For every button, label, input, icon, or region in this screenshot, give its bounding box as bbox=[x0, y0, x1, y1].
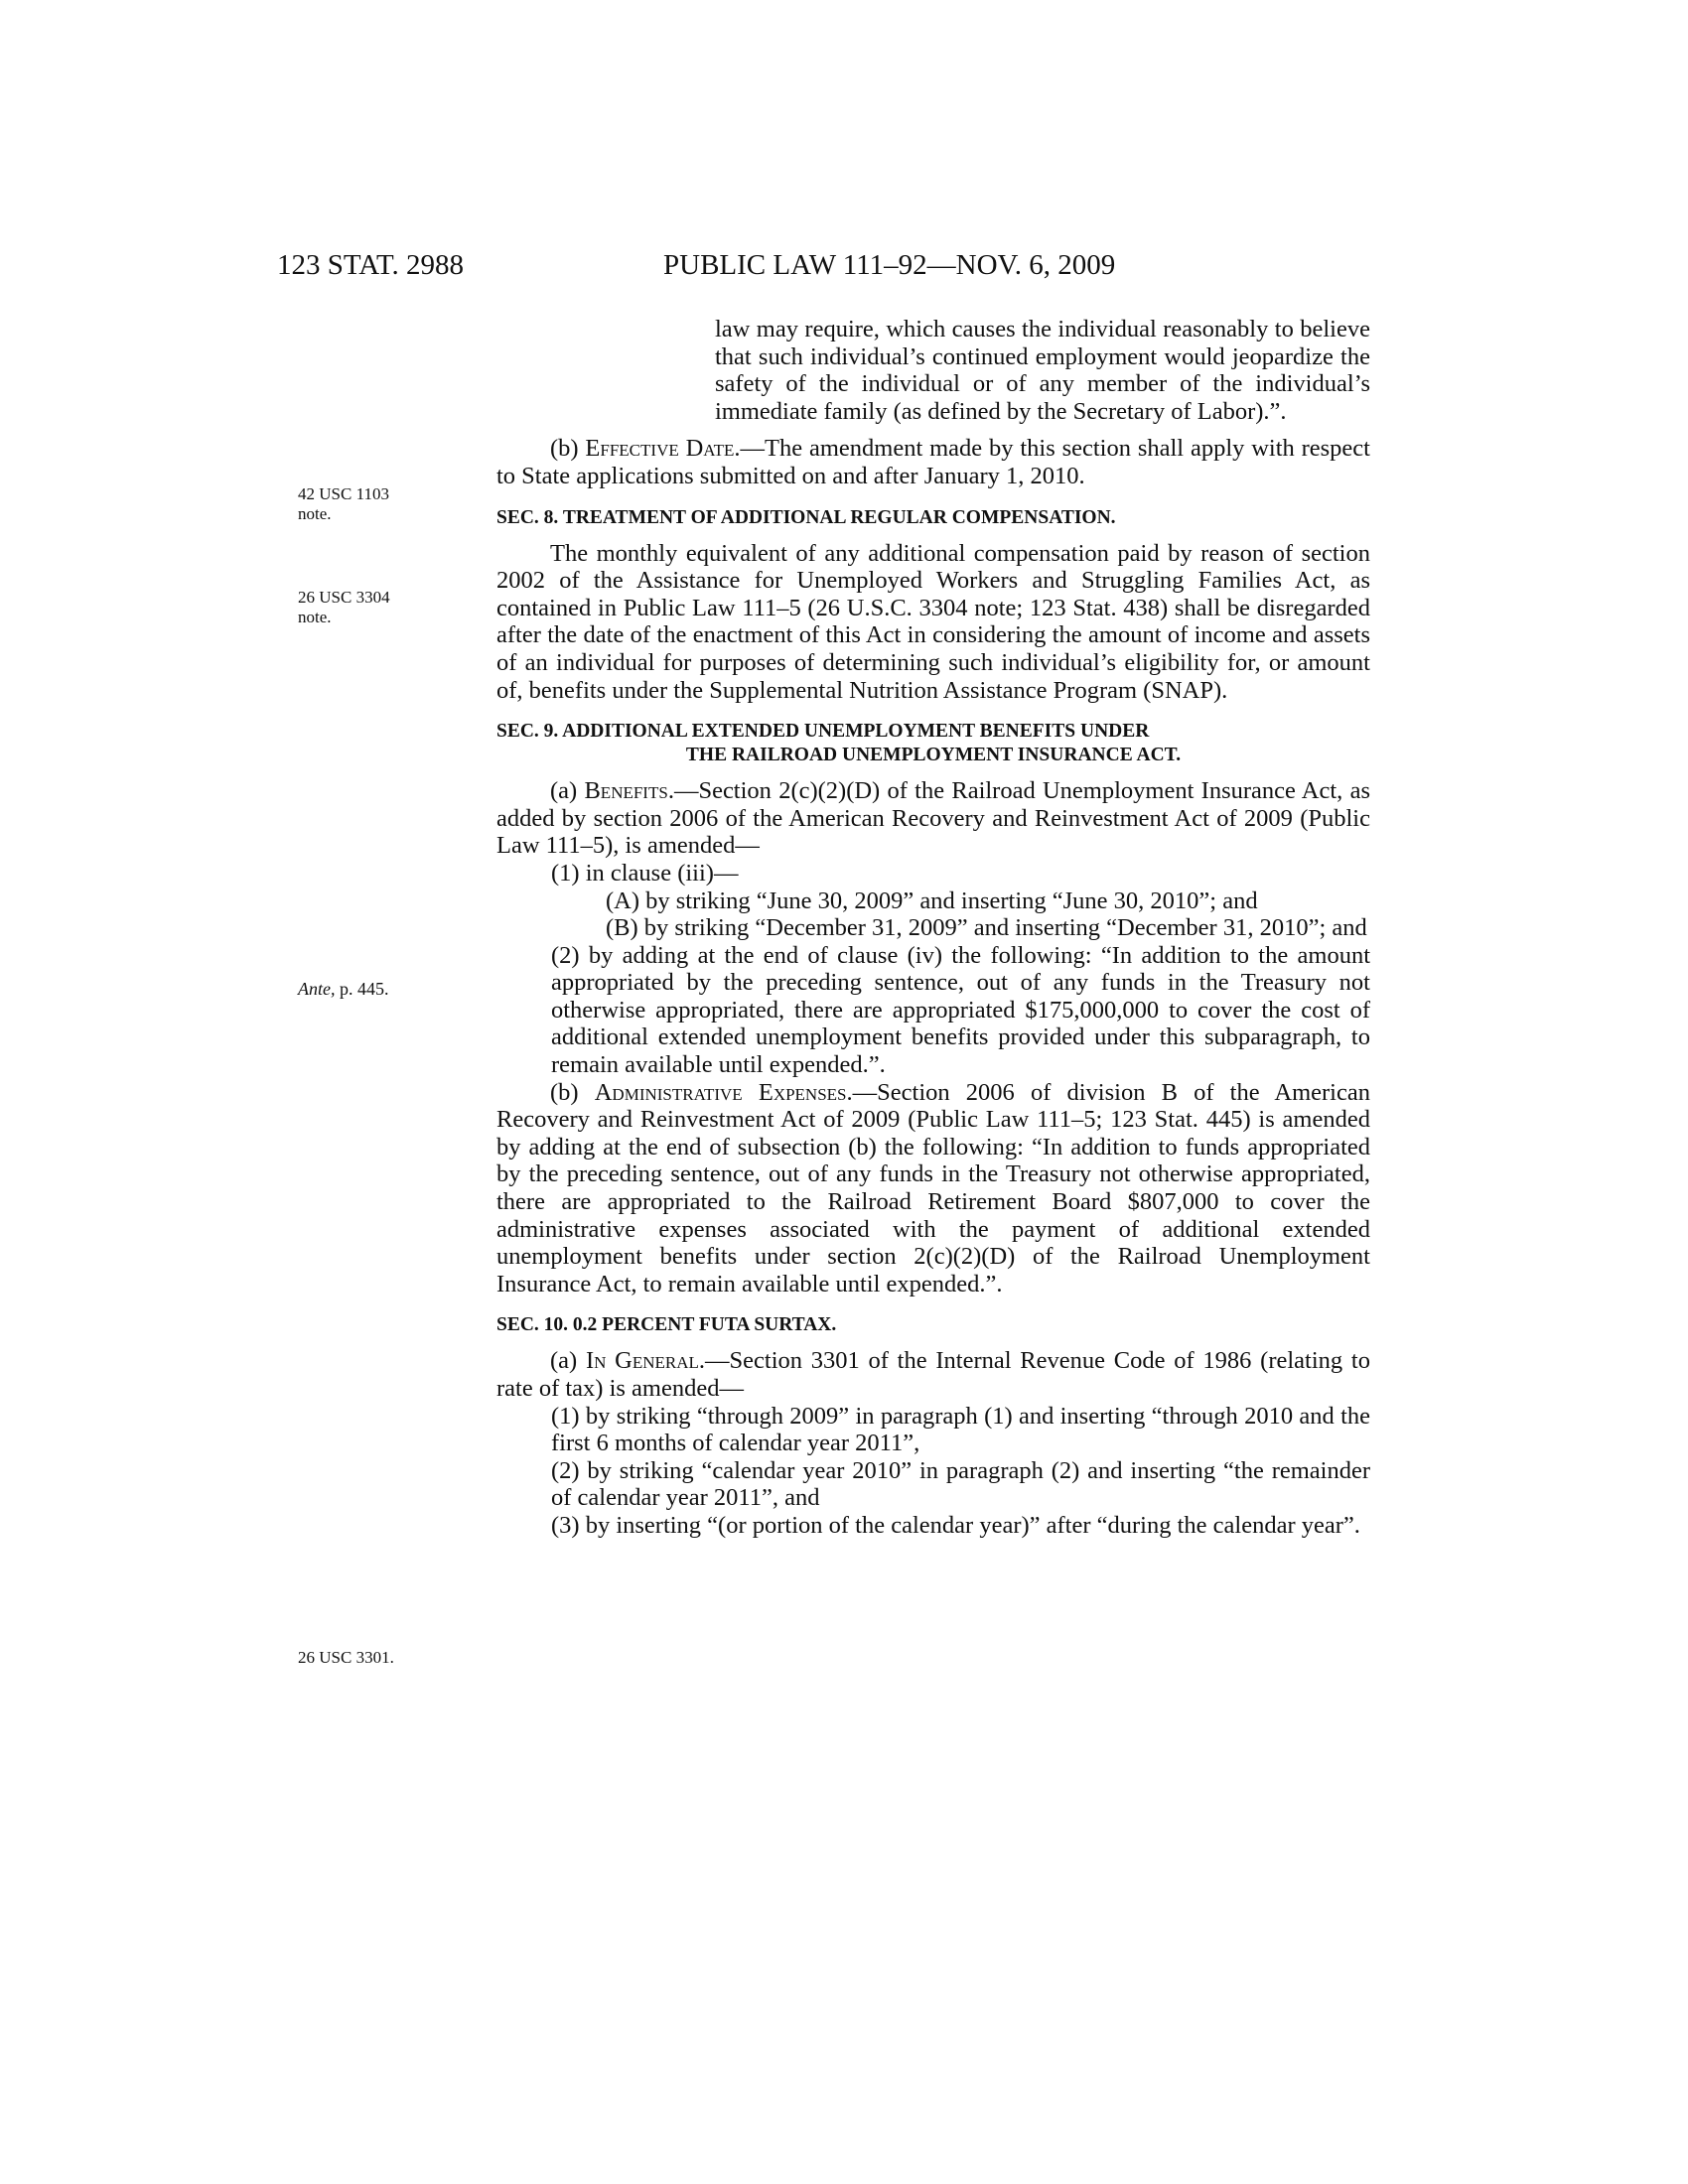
paragraph-label: (a) bbox=[550, 1347, 586, 1375]
margin-note-text: p. 445. bbox=[335, 979, 389, 999]
document-body bbox=[496, 316, 1370, 1540]
margin-note-text: note. bbox=[298, 608, 332, 626]
section-9a-clause-1a: (A) by striking “June 30, 2009” and inserting “June 30, 2010”; and bbox=[606, 887, 1258, 914]
section-9a-clause-2: (2) by adding at the end of clause (iv) the following: “In addition to the amount appropriated by the preceding sentence, out of any funds in the Treasury not otherwise appropriated, there are appropriated $175,000,000 to cover the cost of additional extended unemployment benefits provided under this subparagraph, to remain available until expended.”. bbox=[551, 941, 1370, 1079]
heading-line: THE RAILROAD UNEMPLOYMENT INSURANCE ACT. bbox=[685, 745, 1182, 766]
section-10-heading: SEC. 10. 0.2 PERCENT FUTA SURTAX. bbox=[496, 1314, 837, 1336]
paragraph-heading: Administrative Expenses bbox=[594, 1078, 847, 1106]
section-8-heading: SEC. 8. TREATMENT OF ADDITIONAL REGULAR COMPENSATION. bbox=[496, 506, 1116, 528]
paragraph-text: .—Section 3301 of the Internal Revenue Code of 1986 (relating to rate of tax) is amended— bbox=[496, 1347, 1370, 1402]
section-10a-clause-2: (2) by striking “calendar year 2010” in paragraph (2) and inserting “the remainder of calendar year 2011”, and bbox=[551, 1456, 1370, 1512]
margin-note-italic: Ante, bbox=[298, 979, 336, 999]
section-9a-paragraph bbox=[496, 777, 1370, 860]
section-8-paragraph: The monthly equivalent of any additional compensation paid by reason of section 2002 of the Assistance for Unemployed Workers and Struggling Families Act, as contained in Public Law 111–5 (26 U.S.C. 3304 note; 123 Stat. 438) shall be disregarded after the date of the enactment of this Act in considering the amount of income and assets of an individual for purposes of determining such individual’s eligibility for, or amount of, benefits under the Supplemental Nutrition Assistance Program (SNAP). bbox=[496, 539, 1370, 704]
effective-date-paragraph bbox=[496, 435, 1370, 489]
section-9b-paragraph bbox=[496, 1079, 1370, 1298]
margin-note-text: 42 USC 1103 bbox=[298, 484, 389, 503]
paragraph-label: (b) bbox=[550, 435, 586, 463]
section-9a-clause-1: (1) in clause (iii)— bbox=[551, 859, 739, 887]
margin-note-26-usc-3301 bbox=[298, 1648, 447, 1668]
statute-page-number: 123 STAT. 2988 bbox=[277, 249, 465, 281]
paragraph-text: .—The amendment made by this section shall apply with respect to State applications submitted on and after January 1, 2010. bbox=[496, 435, 1370, 489]
paragraph-heading: Benefits bbox=[584, 777, 668, 805]
running-head-title: PUBLIC LAW 111–92—NOV. 6, 2009 bbox=[663, 249, 1116, 281]
section-10a-clause-1: (1) by striking “through 2009” in paragraph (1) and inserting “through 2010 and the first 6 months of calendar year 2011”, bbox=[551, 1402, 1370, 1457]
page-header bbox=[277, 248, 1369, 288]
paragraph-heading: Effective Date bbox=[585, 435, 735, 463]
margin-note-ante bbox=[298, 979, 447, 999]
paragraph-label: (b) bbox=[550, 1078, 595, 1106]
margin-note-text: 26 USC 3301. bbox=[298, 1648, 394, 1667]
section-9-heading bbox=[496, 720, 1370, 767]
paragraph-text: .—Section 2(c)(2)(D) of the Railroad Unemployment Insurance Act, as added by section 2006 of the American Recovery and Reinvestment Act of 2009 (Public Law 111–5), is amended— bbox=[496, 777, 1370, 860]
margin-note-42-usc-1103 bbox=[298, 484, 447, 524]
paragraph-label: (a) bbox=[550, 777, 585, 805]
paragraph-text: .—Section 2006 of division B of the American Recovery and Reinvestment Act of 2009 (Public Law 111–5; 123 Stat. 445) is amended by adding at the end of subsection (b) the following: “In addition to funds appropriated by the preceding sentence, out of any funds in the Treasury not otherwise appropriated, there are appropriated to the Railroad Retirement Board $807,000 to cover the administrative expenses associated with the payment of additional extended unemployment benefits under section 2(c)(2)(D) of the Railroad Unemployment Insurance Act, to remain available until expended.”. bbox=[496, 1078, 1370, 1297]
heading-line: SEC. 9. ADDITIONAL EXTENDED UNEMPLOYMENT BENEFITS UNDER bbox=[496, 721, 1150, 743]
paragraph-heading: In General bbox=[585, 1347, 699, 1375]
section-10a-paragraph bbox=[496, 1347, 1370, 1402]
quoted-text-continuation: law may require, which causes the individual reasonably to believe that such individual’s continued employment would jeopardize the safety of the individual or of any member of the individual’s immediate family (as defined by the Secretary of Labor).”. bbox=[715, 316, 1370, 425]
margin-note-text: 26 USC 3304 bbox=[298, 588, 390, 607]
section-9a-clause-1b: (B) by striking “December 31, 2009” and inserting “December 31, 2010”; and bbox=[606, 914, 1367, 942]
margin-note-text: note. bbox=[298, 504, 332, 523]
section-10a-clause-3: (3) by inserting “(or portion of the calendar year)” after “during the calendar year”. bbox=[551, 1511, 1360, 1539]
margin-note-26-usc-3304 bbox=[298, 588, 447, 627]
